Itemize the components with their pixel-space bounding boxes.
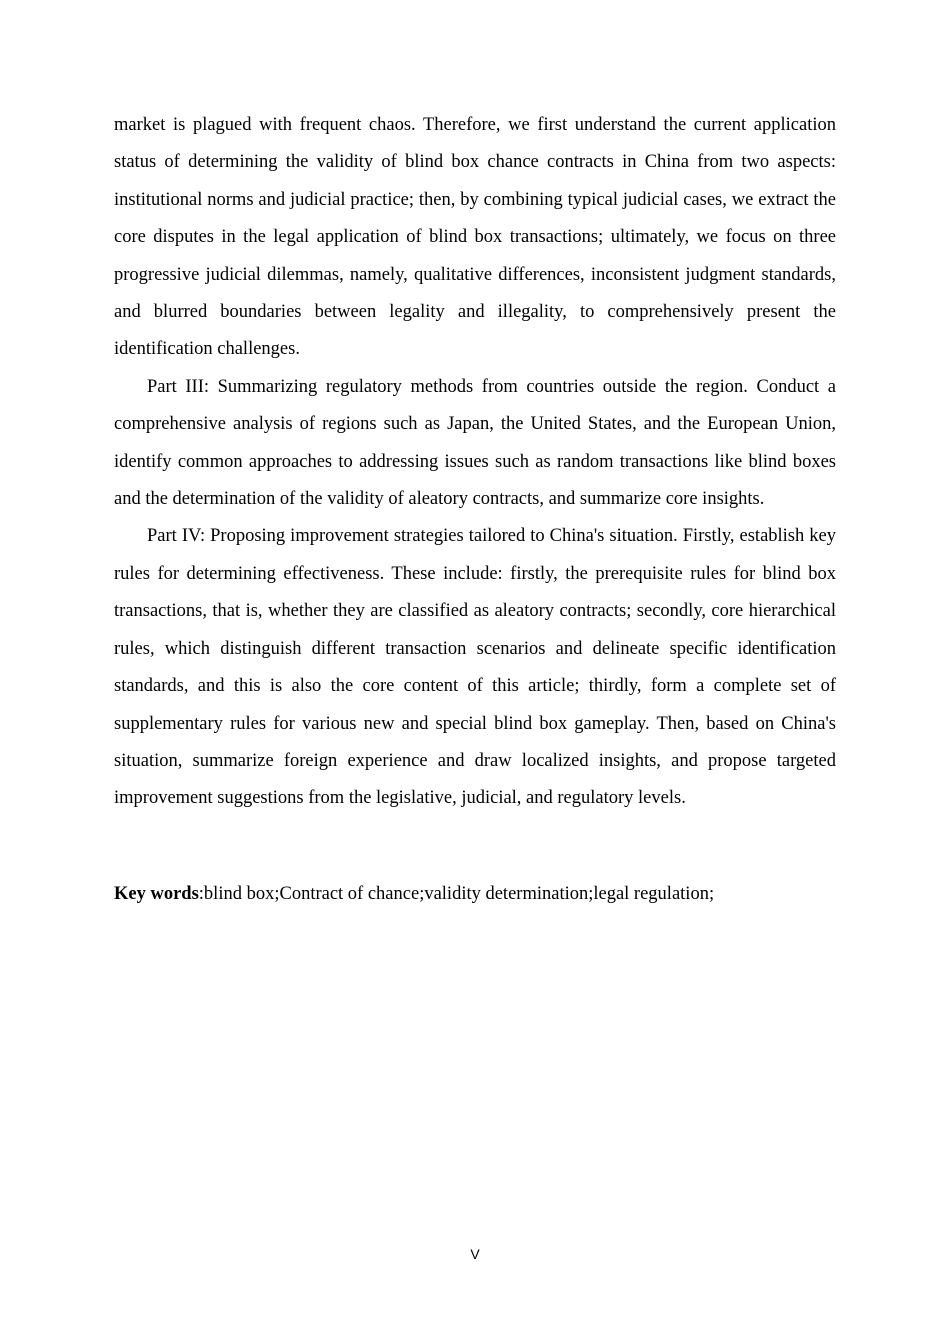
abstract-paragraph-continued: market is plagued with frequent chaos. Therefore, we first understand the current application status of determining the validity of blind box chance contracts in China from two aspects: institutional norms and judicial practice; then, by combining typical judicial cases, we extract the core disputes in the legal application of blind box transactions; ultimately, we focus on three progressive judicial dilemmas, namely, qualitative differences, inconsistent judgment standards, and blurred boundaries between legality and illegality, to comprehensively present the identification challenges. — [114, 115, 836, 360]
abstract-body — [114, 107, 836, 818]
page-number: V — [470, 1246, 480, 1262]
keywords-label: Key words — [114, 884, 199, 904]
abstract-paragraph-part-iv: Part IV: Proposing improvement strategies tailored to China's situation. Firstly, establish key rules for determining effectiveness. These include: firstly, the prerequisite rules for blind box transactions, that is, whether they are classified as aleatory contracts; secondly, core hierarchical rules, which distinguish different transaction scenarios and delineate specific identification standards, and this is also the core content of this article; thirdly, form a complete set of supplementary rules for various new and special blind box gameplay. Then, based on China's situation, summarize foreign experience and draw localized insights, and propose targeted improvement suggestions from the legislative, judicial, and regulatory levels. — [114, 526, 836, 809]
keywords-line — [114, 876, 836, 913]
keywords-text: :blind box;Contract of chance;validity determination;legal regulation; — [198, 884, 715, 904]
abstract-paragraph-part-iii: Part III: Summarizing regulatory methods from countries outside the region. Conduct a comprehensive analysis of regions such as Japan, the United States, and the European Union, identify common approaches to addressing issues such as random transactions like blind boxes and the determination of the validity of aleatory contracts, and summarize core insights. — [114, 376, 836, 510]
